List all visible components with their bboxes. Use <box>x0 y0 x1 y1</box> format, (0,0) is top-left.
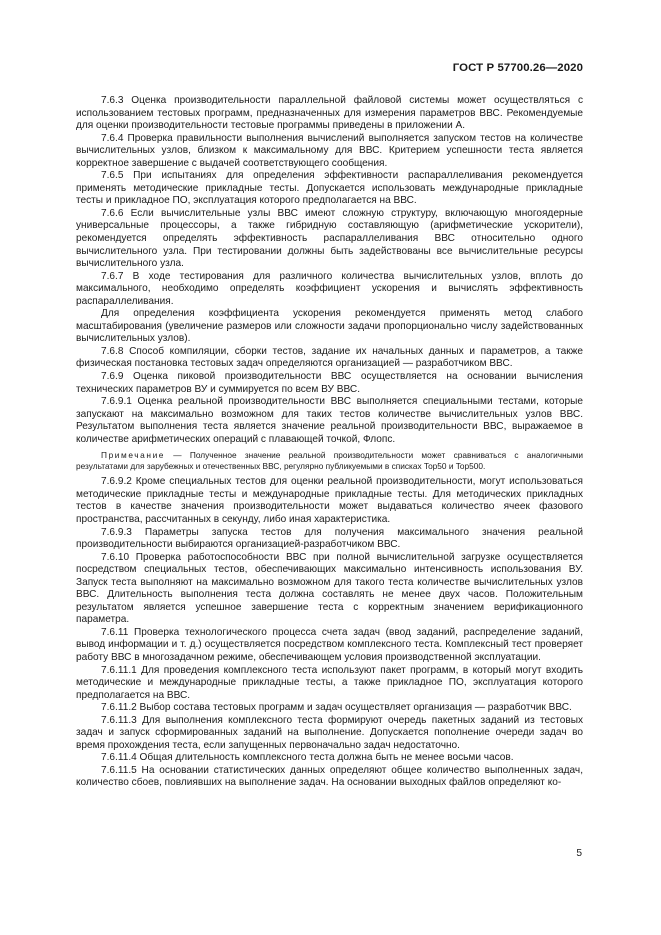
paragraph-7-6-7-continued: Для определения коэффициента ускорения рекомендуется применять метод слабого масштабирования (увеличение размеров или сложности задачи пропорционально числу задействованных вычислительных узлов). <box>76 308 583 345</box>
paragraph-7-6-3: 7.6.3 Оценка производительности параллельной файловой системы может осуществляться с использованием тестовых программ, предназначенных для измерения параметров ВВС. Рекомендуемые для оценки производительности тестовые программы приведены в приложении А. <box>76 95 583 132</box>
paragraph-7-6-9-3: 7.6.9.3 Параметры запуска тестов для получения максимального значения реальной производительности выбираются организацией-разработчиком ВВС. <box>76 526 583 551</box>
paragraph-7-6-11-5: 7.6.11.5 На основании статистических данных определяют общее количество выполненных задач, количество сбоев, повлиявших на выполнение задач. На основании выходных файлов определяют ко- <box>76 764 583 789</box>
paragraph-7-6-9-1: 7.6.9.1 Оценка реальной производительности ВВС выполняется специальными тестами, которые запускают на максимально возможном для таких тестов количестве вычислительных узлов ВВС. Результатом выполнения теста является значение реальной производительности ВВС, выражаемое в количестве арифметических операций с плавающей точкой, Флопс. <box>76 396 583 445</box>
paragraph-7-6-9-2: 7.6.9.2 Кроме специальных тестов для оценки реальной производительности, могут использоваться методические прикладные тесты и международные прикладные тесты. Для методических прикладных тестов в качестве значения производительности может выдаваться количество ячеек фазового пространства, рассчитанных в секунду, либо иная характеристика. <box>76 476 583 525</box>
paragraph-7-6-11-2: 7.6.11.2 Выбор состава тестовых программ и задач осуществляет организация — разработчик ВВС. <box>101 702 572 714</box>
note-label: Примечание <box>101 450 166 461</box>
note <box>76 450 583 472</box>
document-header: ГОСТ Р 57700.26—2020 <box>452 62 583 74</box>
paragraph-7-6-7: 7.6.7 В ходе тестирования для различного количества вычислительных узлов, вплоть до максимального, необходимо определять коэффициент ускорения и вычислять эффективность распараллеливания. <box>76 270 583 307</box>
paragraph-7-6-8: 7.6.8 Способ компиляции, сборки тестов, задание их начальных данных и параметров, а также физическая постановка тестовых задач определяются организацией — разработчиком ВВС. <box>76 345 583 370</box>
paragraph-7-6-6: 7.6.6 Если вычислительные узлы ВВС имеют сложную структуру, включающую многоядерные универсальные процессоры, а также гибридную составляющую (арифметические ускорители), рекомендуется определять эффективность распараллеливания ВВС относительно одного вычислительного узла. При тестировании должны быть задействованы все вычислительные ресурсы вычислительного узла. <box>76 207 583 270</box>
paragraph-7-6-10: 7.6.10 Проверка работоспособности ВВС при полной вычислительной загрузке осуществляется посредством специальных тестов, обеспечивающих максимально интенсивность использования ВУ. Запуск теста выполняют на максимально возможном для такого теста количестве вычислительных узлов ВВС. Длительность выполнения теста должна составлять не менее двух часов. Положительным результатом является успешное завершение теста с корректным значением верификационного параметра. <box>76 551 583 626</box>
paragraph-7-6-4: 7.6.4 Проверка правильности выполнения вычислений выполняется запуском тестов на количестве вычислительных узлов, близком к максимальному для ВВС. Критерием успешности теста является корректное завершение с выдачей соответствующего сообщения. <box>76 132 583 169</box>
paragraph-7-6-9: 7.6.9 Оценка пиковой производительности ВВС осуществляется на основании вычисления технических параметров ВУ и суммируется по всем ВУ ВВС. <box>76 371 583 395</box>
page-number: 5 <box>576 848 582 859</box>
paragraph-7-6-5: 7.6.5 При испытаниях для определения эффективности распараллеливания рекомендуется применять методические прикладные тесты. Допускается использовать международные прикладные тесты и прикладное ПО, эксплуатация которого предполагается на ВВС. <box>76 170 583 207</box>
note-text: — Полученное значение реальной производительности может сравниваться с аналогичными результатами для зарубежных и отечественных ВВС, регулярно публикуемыми в списках Top50 и Top500. <box>76 450 583 472</box>
paragraph-7-6-11: 7.6.11 Проверка технологического процесса счета задач (ввод заданий, распределение заданий, вывод информации и т. д.) осуществляется посредством комплексного теста. Комплексный тест проверяет работу ВВС в многозадачном режиме, обеспечивающем условия производственной эксплуатации. <box>76 626 583 663</box>
paragraph-7-6-11-1: 7.6.11.1 Для проведения комплексного теста используют пакет программ, в который могут входить методические и международные прикладные тесты, а также прикладное ПО, эксплуатация которого предполагается на ВВС. <box>76 664 583 701</box>
document-body <box>76 95 583 790</box>
paragraph-7-6-11-3: 7.6.11.3 Для выполнения комплексного теста формируют очередь пакетных заданий из тестовых задач и запуск сформированных заданий на выполнение. Допускается пополнение очереди задач во время прохождения теста, если запущенных первоначально задач недостаточно. <box>76 714 583 751</box>
paragraph-7-6-11-4: 7.6.11.4 Общая длительность комплексного теста должна быть не менее восьми часов. <box>101 752 514 764</box>
